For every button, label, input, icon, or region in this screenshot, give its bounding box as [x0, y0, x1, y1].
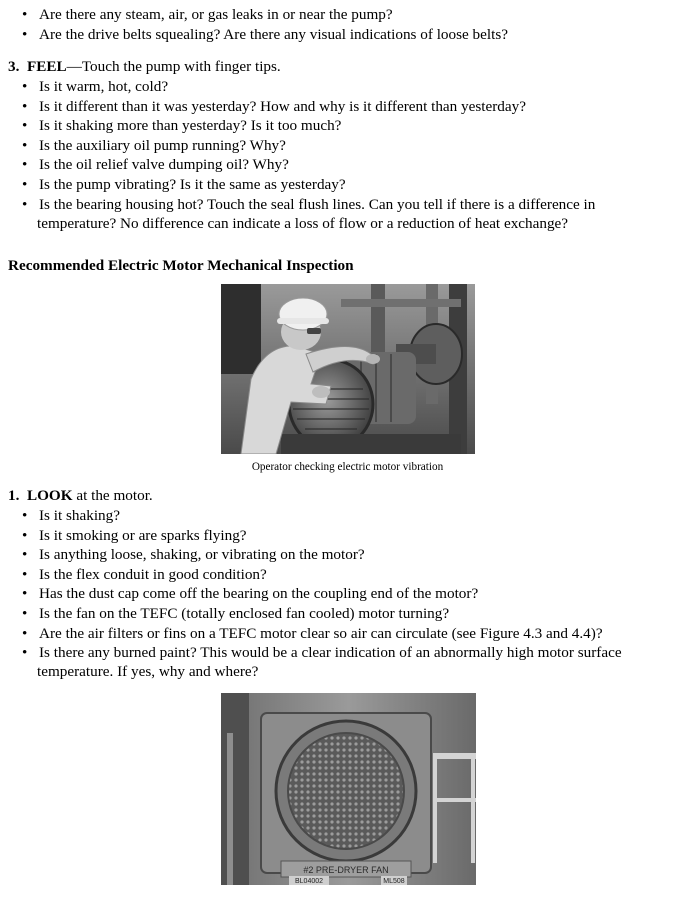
look-number: 1. [8, 487, 20, 504]
look-keyword: LOOK [26, 487, 73, 504]
list-item: • Is the pump vibrating? Is it the same as yesterday? [0, 175, 695, 195]
list-item: • Is the flex conduit in good condition? [0, 565, 695, 585]
list-item: • Are there any steam, air, or gas leaks in or near the pump? [0, 5, 695, 25]
list-item [0, 195, 695, 215]
look-bullet-list [0, 506, 695, 663]
list-item [0, 643, 695, 663]
list-item: • Is it warm, hot, cold? [0, 77, 695, 97]
list-item: • Is it shaking more than yesterday? Is it too much? [0, 116, 695, 136]
fan-plate-text: #2 PRE-DRYER FAN [303, 865, 389, 875]
list-item: • Are the air filters or fins on a TEFC motor clear so air can circulate (see Figure 4.3 and 4.4)? [0, 624, 695, 644]
feel-heading [0, 57, 695, 77]
list-item: • Is it shaking? [0, 506, 695, 526]
fan-cover-illustration [221, 693, 476, 885]
feel-last-bullet-continuation: temperature? No difference can indicate a loss of flow or a reduction of heat exchange? [37, 215, 569, 232]
fan-cover-photo [221, 693, 476, 885]
operator-motor-illustration [221, 284, 475, 454]
feel-keyword: FEEL [26, 58, 67, 75]
look-intro: at the motor. [72, 487, 153, 504]
list-item-line1: Is the bearing housing hot? Touch the seal flush lines. Can you tell if there is a difference in [39, 195, 596, 213]
list-item: • Is anything loose, shaking, or vibrating on the motor? [0, 545, 695, 565]
fan-tag-left: BL04002 [294, 878, 324, 885]
see-bullet-list [0, 5, 695, 44]
operator-motor-photo [221, 284, 475, 454]
feel-number: 3. [8, 58, 20, 75]
list-item: • Is it different than it was yesterday? How and why is it different than yesterday? [0, 97, 695, 117]
list-item: • Is it smoking or are sparks flying? [0, 526, 695, 546]
list-item-line1: Is there any burned paint? This would be a clear indication of an abnormally high motor surface [39, 644, 622, 662]
list-item: • Is the oil relief valve dumping oil? Why? [0, 155, 695, 175]
list-item: • Are the drive belts squealing? Are there any visual indications of loose belts? [0, 25, 695, 45]
motor-section-title: Recommended Electric Motor Mechanical Inspection [8, 257, 354, 274]
list-item: • Is the fan on the TEFC (totally enclosed fan cooled) motor turning? [0, 604, 695, 624]
list-item: • Is the auxiliary oil pump running? Why? [0, 136, 695, 156]
list-item: • Has the dust cap come off the bearing on the coupling end of the motor? [0, 584, 695, 604]
look-last-bullet-continuation: temperature. If yes, why and where? [37, 663, 259, 680]
look-heading [0, 486, 695, 506]
photo-caption: Operator checking electric motor vibration [251, 461, 444, 473]
fan-tag-right: ML508 [383, 878, 405, 885]
feel-intro: —Touch the pump with finger tips. [66, 58, 281, 75]
feel-bullet-list [0, 77, 695, 214]
